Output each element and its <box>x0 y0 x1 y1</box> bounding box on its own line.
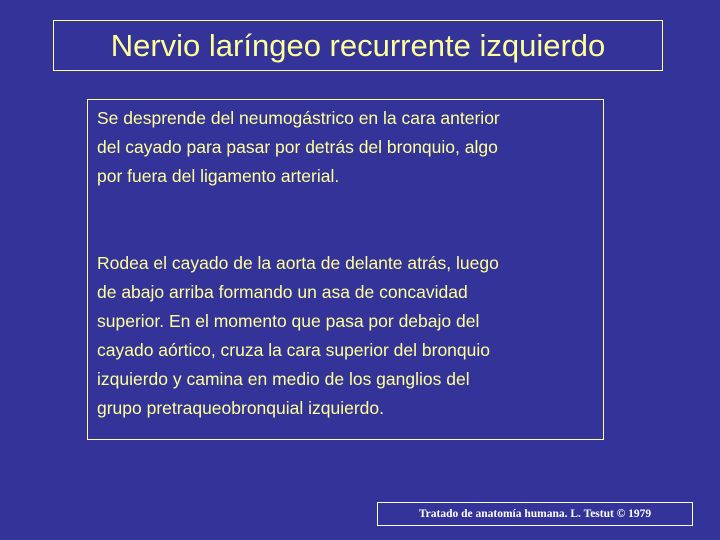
citation-text: Tratado de anatomía humana. L. Testut © 1979 <box>418 508 652 520</box>
slide-title: Nervio laríngeo recurrente izquierdo <box>110 27 606 63</box>
title-box <box>53 20 663 71</box>
paragraph-course: Rodea el cayado de la aorta de delante atrás, luego de abajo arriba formando un asa de concavidad superior. En el momento que pasa por debajo del cayado aórtico, cruza la cara superior del bronquio izquierdo y camina en medio de los ganglios del grupo pretraqueobronquial izquierdo. <box>97 253 499 418</box>
content-box <box>87 99 604 440</box>
citation-box <box>377 502 693 526</box>
paragraph-origin: Se desprende del neumogástrico en la cara anterior del cayado para pasar por detrás del bronquio, algo por fuera del ligamento arterial. <box>97 108 500 186</box>
